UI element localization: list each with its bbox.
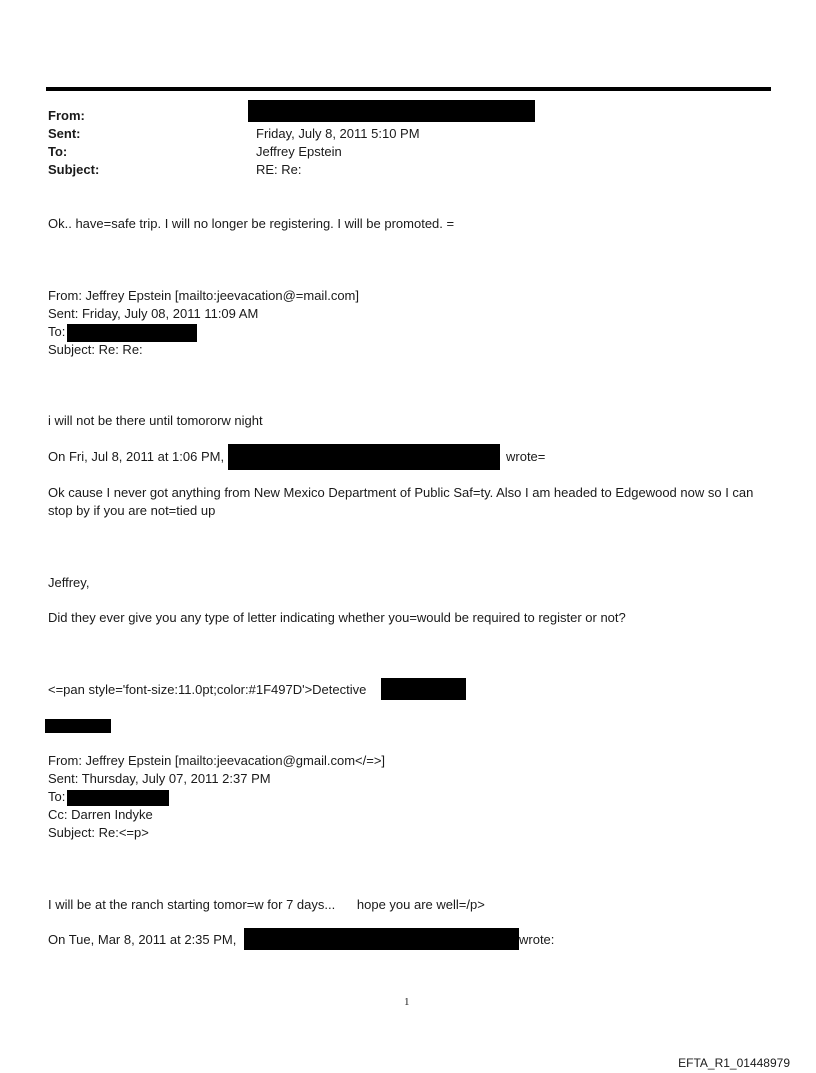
message-text-4: Did they ever give you any type of letter indicating whether you=would be required to register or not? xyxy=(48,610,626,625)
quote1-to: To: xyxy=(48,324,66,339)
message-text-3: Ok cause I never got anything from New Mexico Department of Public Saf=ty. Also I am headed to Edgewood now so I can stop by if you are not=tied up xyxy=(48,485,754,518)
quote2-cc: Cc: Darren Indyke xyxy=(48,807,153,822)
message-text-1: Ok.. have=safe trip. I will no longer be registering. I will be promoted. = xyxy=(48,216,455,231)
quote2-sent: Sent: Thursday, July 07, 2011 2:37 PM xyxy=(48,771,271,786)
to-label: To: xyxy=(48,144,68,159)
on-line-2-suffix: wrote: xyxy=(519,932,555,947)
signature-line: <=pan style='font-size:11.0pt;color:#1F497D'>Detective xyxy=(48,682,367,697)
redaction-quote2-to xyxy=(67,790,169,806)
on-line-1-prefix: On Fri, Jul 8, 2011 at 1:06 PM, xyxy=(48,449,225,464)
sent-value: Friday, July 8, 2011 5:10 PM xyxy=(256,126,420,141)
quote1-subject: Subject: Re: Re: xyxy=(48,342,143,357)
greeting: Jeffrey, xyxy=(48,575,90,590)
redaction-signature-name xyxy=(381,678,466,700)
quote2-to: To: xyxy=(48,789,66,804)
sent-label: Sent: xyxy=(48,126,81,141)
to-value: Jeffrey Epstein xyxy=(256,144,342,159)
redaction-on-line-1 xyxy=(228,444,500,470)
redaction-quote1-to xyxy=(67,324,197,342)
on-line-2-prefix: On Tue, Mar 8, 2011 at 2:35 PM, xyxy=(48,932,237,947)
redaction-signature-extra xyxy=(45,719,111,733)
page-number: 1 xyxy=(404,996,410,1008)
from-label: From: xyxy=(48,108,85,123)
quote1-from: From: Jeffrey Epstein [mailto:jeevacation@=mail.com] xyxy=(48,288,359,303)
subject-label: Subject: xyxy=(48,162,100,177)
quote2-subject: Subject: Re:<=p> xyxy=(48,825,149,840)
document-id: EFTA_R1_01448979 xyxy=(678,1056,790,1070)
subject-value: RE: Re: xyxy=(256,162,302,177)
header-rule xyxy=(46,87,771,91)
redaction-on-line-2 xyxy=(244,928,519,950)
message-text-2: i will not be there until tomororw night xyxy=(48,413,263,428)
on-line-1-suffix: wrote= xyxy=(506,449,546,464)
redaction-from xyxy=(248,100,535,122)
quote2-from: From: Jeffrey Epstein [mailto:jeevacation@gmail.com</=>] xyxy=(48,753,386,768)
message-text-5: I will be at the ranch starting tomor=w for 7 days... hope you are well=/p> xyxy=(48,897,485,912)
quote1-sent: Sent: Friday, July 08, 2011 11:09 AM xyxy=(48,306,259,321)
